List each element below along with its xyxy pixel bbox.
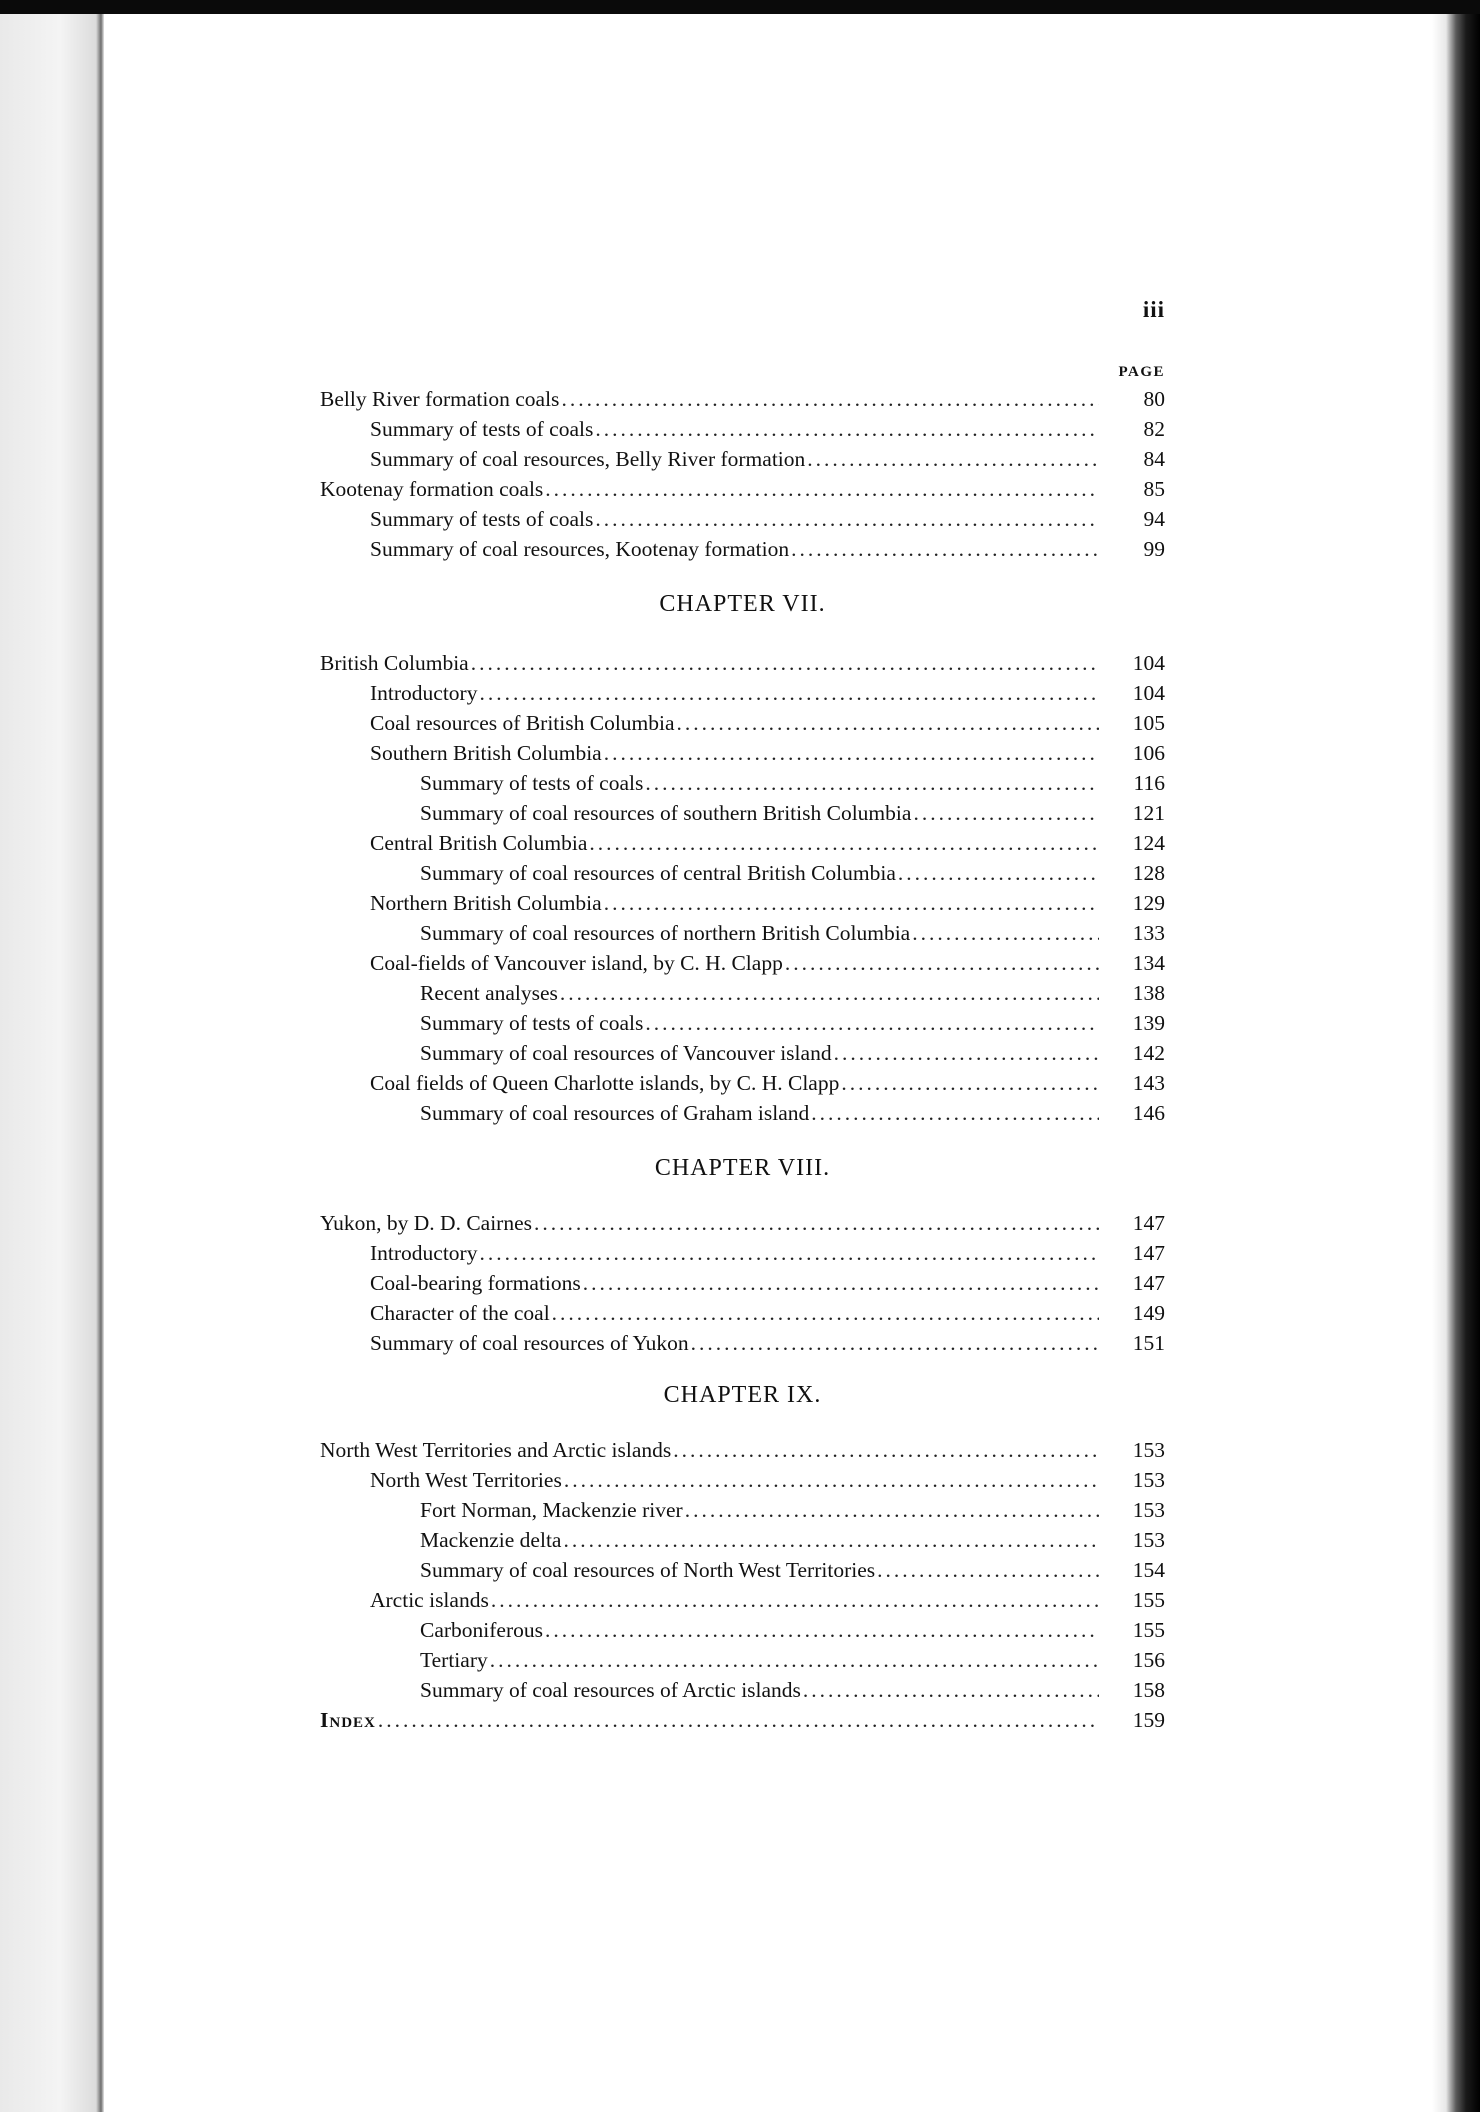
toc-entry-page: 128: [1132, 861, 1165, 885]
dot-leader: [595, 504, 1099, 534]
toc-entry-title: Yukon, by D. D. Cairnes: [320, 1211, 532, 1235]
toc-entry[interactable]: [320, 1068, 1165, 1098]
chapter-heading: CHAPTER VIII.: [654, 1155, 831, 1181]
toc-entry-title: Recent analyses: [420, 981, 558, 1005]
toc-entry-title: Summary of coal resources of southern British Columbia: [420, 801, 912, 825]
toc-entry-page: 153: [1132, 1438, 1165, 1462]
toc-entry-title: Summary of coal resources of Vancouver island: [420, 1041, 832, 1065]
toc-entry-page: 154: [1132, 1558, 1165, 1582]
dot-leader: [378, 1705, 1099, 1735]
dot-leader: [791, 534, 1099, 564]
toc-entry[interactable]: [320, 828, 1165, 858]
dot-leader: [912, 918, 1099, 948]
toc-entry-title: Coal-fields of Vancouver island, by C. H. Clapp: [370, 951, 783, 975]
toc-entry-page: 105: [1132, 711, 1165, 735]
toc-entry-title: Summary of coal resources of North West Territories: [420, 1558, 876, 1582]
dot-leader: [561, 384, 1099, 414]
toc-entry-page: 153: [1132, 1498, 1165, 1522]
dot-leader: [564, 1465, 1099, 1495]
toc-entry[interactable]: [320, 888, 1165, 918]
toc-entry[interactable]: [320, 978, 1165, 1008]
toc-entry[interactable]: [320, 1615, 1165, 1645]
toc-entry[interactable]: [320, 1585, 1165, 1615]
dot-leader: [604, 738, 1099, 768]
toc-section-chapter-viii: [320, 1208, 1165, 1358]
chapter-heading: CHAPTER IX.: [663, 1382, 822, 1408]
toc-entry[interactable]: [320, 1098, 1165, 1128]
toc-entry-page: 149: [1132, 1301, 1165, 1325]
dot-leader: [471, 648, 1099, 678]
dot-leader: [677, 708, 1099, 738]
dot-leader: [595, 414, 1099, 444]
dot-leader: [589, 828, 1099, 858]
toc-entry[interactable]: [320, 474, 1165, 504]
toc-entry-page: 139: [1132, 1011, 1165, 1035]
toc-entry-page: 134: [1132, 951, 1165, 975]
toc-entry-page: 94: [1143, 507, 1165, 531]
dot-leader: [645, 1008, 1099, 1038]
dot-leader: [803, 1675, 1099, 1705]
toc-entry-page: 153: [1132, 1528, 1165, 1552]
toc-entry[interactable]: [320, 1268, 1165, 1298]
toc-entry[interactable]: [320, 1675, 1165, 1705]
toc-entry-title: Summary of coal resources of northern British Columbia: [420, 921, 911, 945]
toc-entry-title: Summary of coal resources of Yukon: [370, 1331, 689, 1355]
page-number: iii: [1142, 297, 1165, 322]
toc-section-chapter-ix: [320, 1435, 1165, 1735]
toc-entry-title: Coal fields of Queen Charlotte islands, by C. H. Clapp: [370, 1071, 840, 1095]
toc-entry[interactable]: [320, 1238, 1165, 1268]
toc-entry[interactable]: [320, 534, 1165, 564]
dot-leader: [898, 858, 1099, 888]
toc-entry-title: British Columbia: [320, 651, 469, 675]
toc-entry[interactable]: [320, 414, 1165, 444]
toc-entry-title: Coal-bearing formations: [370, 1271, 581, 1295]
toc-entry-page: 151: [1132, 1331, 1165, 1355]
dot-leader: [673, 1435, 1099, 1465]
toc-entry-page: 138: [1132, 981, 1165, 1005]
toc-entry-title: Summary of tests of coals: [420, 771, 644, 795]
toc-entry[interactable]: [320, 1328, 1165, 1358]
dot-leader: [534, 1208, 1099, 1238]
toc-entry-title: Fort Norman, Mackenzie river: [420, 1498, 683, 1522]
toc-entry-page: 147: [1132, 1211, 1165, 1235]
dot-leader: [545, 1615, 1099, 1645]
toc-entry[interactable]: [320, 918, 1165, 948]
dot-leader: [545, 474, 1099, 504]
toc-entry-title: Summary of coal resources of central British Columbia: [420, 861, 896, 885]
toc-entry-title: North West Territories and Arctic islands: [320, 1438, 672, 1462]
toc-entry-title: Introductory: [370, 1241, 478, 1265]
toc-entry-title: Summary of tests of coals: [370, 417, 594, 441]
dot-leader: [913, 798, 1099, 828]
dot-leader: [490, 1645, 1099, 1675]
toc-entry[interactable]: [320, 1465, 1165, 1495]
toc-entry-title: Mackenzie delta: [420, 1528, 562, 1552]
toc-entry-page: 159: [1132, 1708, 1165, 1732]
toc-entry[interactable]: [320, 708, 1165, 738]
toc-entry-title: Summary of tests of coals: [370, 507, 594, 531]
toc-entry-page: 121: [1132, 801, 1165, 825]
dot-leader: [560, 978, 1099, 1008]
toc-entry[interactable]: [320, 1298, 1165, 1328]
dot-leader: [834, 1038, 1099, 1068]
toc-entry-title: Arctic islands: [370, 1588, 489, 1612]
toc-entry-page: 143: [1132, 1071, 1165, 1095]
toc-entry-title: Coal resources of British Columbia: [370, 711, 675, 735]
toc-entry-title: Carboniferous: [420, 1618, 543, 1642]
dot-leader: [563, 1525, 1099, 1555]
toc-entry-page: 147: [1132, 1271, 1165, 1295]
toc-entry-title: Character of the coal: [370, 1301, 550, 1325]
toc-page: [320, 0, 1165, 2112]
toc-entry[interactable]: [320, 1038, 1165, 1068]
toc-entry-page: 129: [1132, 891, 1165, 915]
toc-entry[interactable]: [320, 648, 1165, 678]
toc-entry-title: Central British Columbia: [370, 831, 588, 855]
toc-entry[interactable]: [320, 384, 1165, 414]
toc-section-chapter-vii: [320, 648, 1165, 1128]
toc-entry[interactable]: [320, 678, 1165, 708]
chapter-heading: CHAPTER VII.: [659, 591, 826, 617]
toc-entry-page: 155: [1132, 1588, 1165, 1612]
toc-entry-title: Belly River formation coals: [320, 387, 560, 411]
toc-entry-page: 84: [1143, 447, 1165, 471]
toc-entry-title: Northern British Columbia: [370, 891, 602, 915]
toc-entry-page: 80: [1143, 387, 1165, 411]
toc-entry-title: Summary of coal resources of Graham island: [420, 1101, 810, 1125]
toc-entry-title: Southern British Columbia: [370, 741, 602, 765]
toc-entry[interactable]: [320, 858, 1165, 888]
toc-entry-title: Summary of coal resources, Kootenay formation: [370, 537, 790, 561]
book-gutter: [0, 14, 104, 2112]
dot-leader: [583, 1268, 1099, 1298]
toc-entry-title: North West Territories: [370, 1468, 562, 1492]
toc-entry[interactable]: [320, 504, 1165, 534]
toc-entry-page: 85: [1143, 477, 1165, 501]
dot-leader: [604, 888, 1099, 918]
toc-entry-title: Summary of tests of coals: [420, 1011, 644, 1035]
dot-leader: [552, 1298, 1099, 1328]
page-column-header: PAGE: [1118, 364, 1165, 380]
toc-entry-page: 147: [1132, 1241, 1165, 1265]
toc-entry-title: Summary of coal resources, Belly River formation: [370, 447, 806, 471]
toc-entry[interactable]: [320, 1645, 1165, 1675]
toc-entry[interactable]: [320, 948, 1165, 978]
dot-leader: [785, 948, 1099, 978]
dot-leader: [645, 768, 1099, 798]
toc-entry-title: Introductory: [370, 681, 478, 705]
toc-entry-title: Index: [320, 1708, 376, 1732]
dot-leader: [685, 1495, 1099, 1525]
toc-entry-page: 133: [1132, 921, 1165, 945]
toc-entry[interactable]: [320, 798, 1165, 828]
dot-leader: [877, 1555, 1099, 1585]
toc-entry-page: 146: [1132, 1101, 1165, 1125]
dot-leader: [479, 678, 1099, 708]
toc-entry[interactable]: [320, 1495, 1165, 1525]
dot-leader: [491, 1585, 1099, 1615]
toc-entry-page: 82: [1143, 417, 1165, 441]
page-edge: [1432, 14, 1480, 2112]
dot-leader: [479, 1238, 1099, 1268]
toc-entry-title: Tertiary: [420, 1648, 488, 1672]
toc-entry-page: 124: [1132, 831, 1165, 855]
toc-entry-title: Summary of coal resources of Arctic islands: [420, 1678, 801, 1702]
toc-entry-page: 116: [1133, 771, 1165, 795]
toc-entry[interactable]: [320, 1555, 1165, 1585]
dot-leader: [807, 444, 1099, 474]
toc-entry-page: 158: [1132, 1678, 1165, 1702]
toc-entry-title: Kootenay formation coals: [320, 477, 544, 501]
toc-entry-page: 153: [1132, 1468, 1165, 1492]
toc-entry-page: 106: [1132, 741, 1165, 765]
toc-entry[interactable]: [320, 768, 1165, 798]
toc-entry-page: 99: [1143, 537, 1165, 561]
dot-leader: [691, 1328, 1099, 1358]
toc-entry[interactable]: [320, 1208, 1165, 1238]
toc-section-continued: [320, 384, 1165, 564]
toc-entry[interactable]: [320, 738, 1165, 768]
toc-entry[interactable]: [320, 444, 1165, 474]
dot-leader: [841, 1068, 1099, 1098]
toc-entry[interactable]: [320, 1008, 1165, 1038]
toc-entry-page: 104: [1132, 651, 1165, 675]
toc-entry-page: 142: [1132, 1041, 1165, 1065]
toc-entry-index[interactable]: [320, 1705, 1165, 1735]
dot-leader: [811, 1098, 1099, 1128]
toc-entry-page: 156: [1132, 1648, 1165, 1672]
toc-entry-page: 155: [1132, 1618, 1165, 1642]
toc-entry-page: 104: [1132, 681, 1165, 705]
toc-entry[interactable]: [320, 1435, 1165, 1465]
toc-entry[interactable]: [320, 1525, 1165, 1555]
